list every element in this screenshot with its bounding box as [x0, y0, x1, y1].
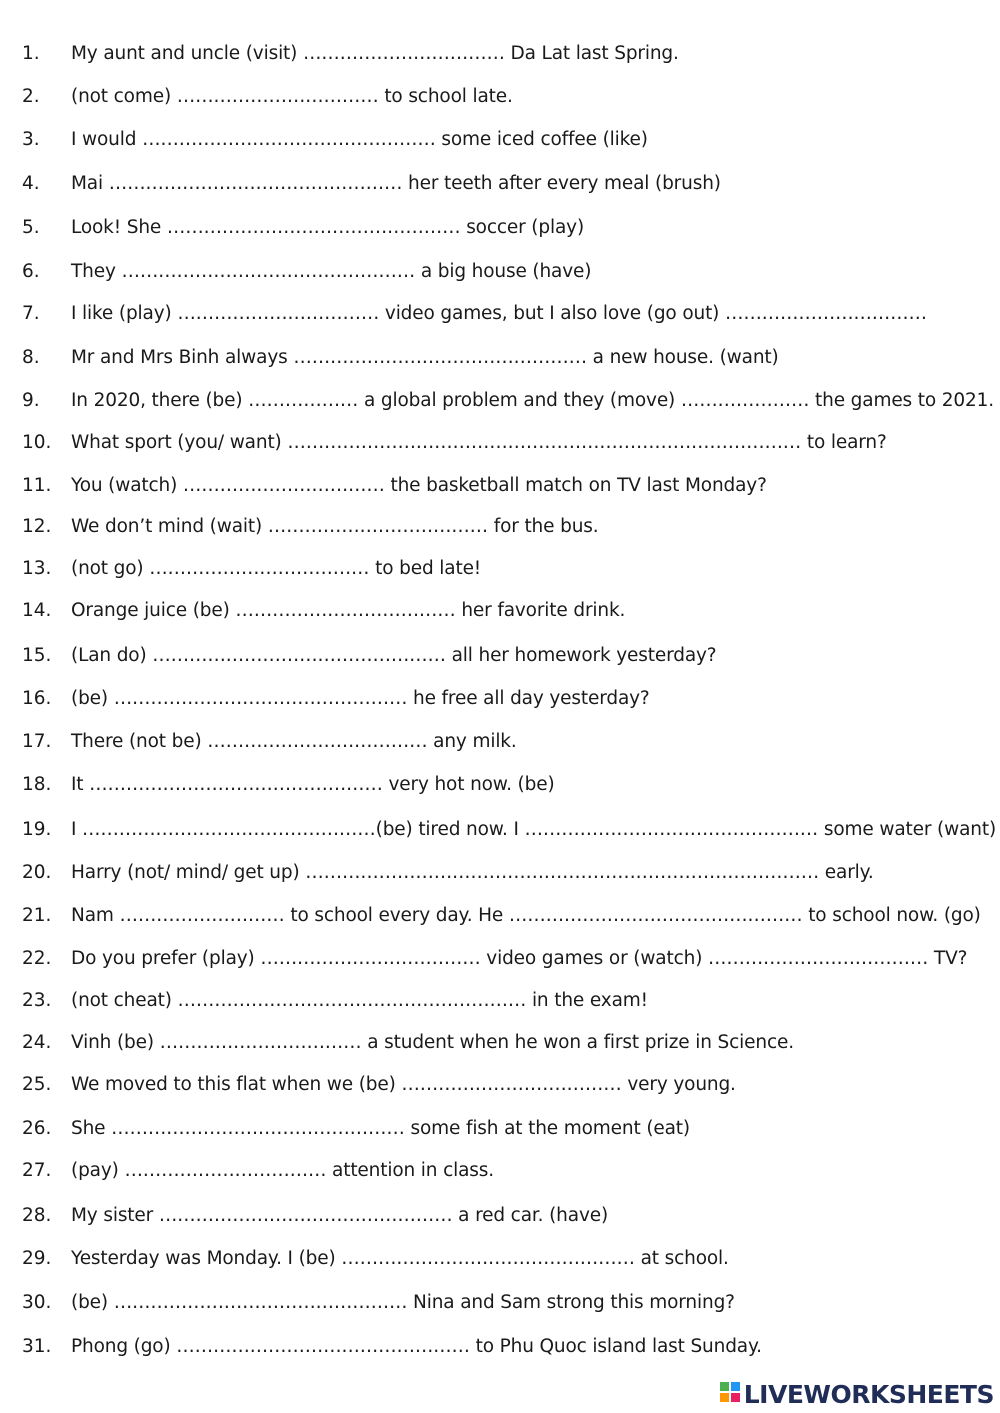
item-number: 25. [22, 1074, 52, 1095]
item-number: 9. [22, 390, 40, 411]
item-text: What sport (you/ want) ………………………………………………………………………… to learn? [71, 432, 887, 453]
item-text: Phong (go) ………………………………………… to Phu Quoc island last Sunday. [71, 1336, 762, 1357]
item-number: 11. [22, 475, 52, 496]
item-text: She ………………………………………… some fish at the moment (eat) [71, 1118, 690, 1139]
item-number: 31. [22, 1336, 52, 1357]
item-number: 29. [22, 1248, 52, 1269]
item-number: 21. [22, 905, 52, 926]
item-text: I …………………………………………(be) tired now. I ………………………………………… some water (want) [71, 819, 997, 840]
item-text: Harry (not/ mind/ get up) ………………………………………………………………………… early. [71, 862, 874, 883]
item-text: Orange juice (be) ……………………………… her favorite drink. [71, 600, 626, 621]
item-number: 26. [22, 1118, 52, 1139]
item-text: (be) ………………………………………… Nina and Sam strong this morning? [71, 1292, 735, 1313]
item-number: 6. [22, 261, 40, 282]
item-number: 27. [22, 1160, 52, 1181]
item-number: 30. [22, 1292, 52, 1313]
item-text: I like (play) …………………………… video games, but I also love (go out) …………………………… [71, 303, 927, 324]
item-text: (not cheat) ………………………………………………… in the exam! [71, 990, 648, 1011]
item-number: 12. [22, 516, 52, 537]
item-number: 2. [22, 86, 40, 107]
item-number: 16. [22, 688, 52, 709]
item-text: (not come) …………………………… to school late. [71, 86, 513, 107]
item-number: 20. [22, 862, 52, 883]
item-text: (be) ………………………………………… he free all day yesterday? [71, 688, 650, 709]
item-text: My sister ………………………………………… a red car. (have) [71, 1205, 609, 1226]
item-text: I would ………………………………………… some iced coffee (like) [71, 129, 648, 150]
item-number: 28. [22, 1205, 52, 1226]
liveworksheets-logo-icon [719, 1381, 744, 1407]
item-number: 15. [22, 645, 52, 666]
item-text: We moved to this flat when we (be) ……………………………… very young. [71, 1074, 736, 1095]
item-text: They ………………………………………… a big house (have) [71, 261, 592, 282]
item-number: 17. [22, 731, 52, 752]
item-text: Nam ……………………… to school every day. He ………………………………………… to school now. (go) [71, 905, 981, 926]
item-number: 22. [22, 948, 52, 969]
item-number: 23. [22, 990, 52, 1011]
item-number: 14. [22, 600, 52, 621]
item-number: 18. [22, 774, 52, 795]
item-text: My aunt and uncle (visit) …………………………… Da Lat last Spring. [71, 43, 679, 64]
item-number: 3. [22, 129, 40, 150]
item-text: It ………………………………………… very hot now. (be) [71, 774, 555, 795]
item-text: You (watch) …………………………… the basketball match on TV last Monday? [71, 475, 767, 496]
item-text: (Lan do) ………………………………………… all her homework yesterday? [71, 645, 717, 666]
item-text: Do you prefer (play) ……………………………… video games or (watch) ……………………………… TV? [71, 948, 968, 969]
item-number: 5. [22, 217, 40, 238]
item-text: Mai ………………………………………… her teeth after every meal (brush) [71, 173, 721, 194]
item-text: Vinh (be) …………………………… a student when he won a first prize in Science. [71, 1032, 794, 1053]
item-number: 24. [22, 1032, 52, 1053]
item-number: 19. [22, 819, 52, 840]
item-text: In 2020, there (be) ……………… a global problem and they (move) ………………… the games to 2021. [71, 390, 994, 411]
item-number: 13. [22, 558, 52, 579]
item-text: (not go) ……………………………… to bed late! [71, 558, 482, 579]
liveworksheets-wordmark: LIVEWORKSHEETS [743, 1379, 994, 1409]
item-text: Look! She ………………………………………… soccer (play) [71, 217, 585, 238]
item-text: There (not be) ……………………………… any milk. [71, 731, 517, 752]
item-text: Mr and Mrs Binh always ………………………………………… a new house. (want) [71, 347, 779, 368]
item-text: Yesterday was Monday. I (be) ………………………………………… at school. [71, 1248, 729, 1269]
item-number: 7. [22, 303, 40, 324]
item-number: 1. [22, 43, 40, 64]
item-number: 4. [22, 173, 40, 194]
liveworksheets-branding[interactable] [719, 1379, 994, 1409]
item-number: 10. [22, 432, 52, 453]
item-text: (pay) …………………………… attention in class. [71, 1160, 494, 1181]
item-text: We don’t mind (wait) ……………………………… for the bus. [71, 516, 599, 537]
item-number: 8. [22, 347, 40, 368]
